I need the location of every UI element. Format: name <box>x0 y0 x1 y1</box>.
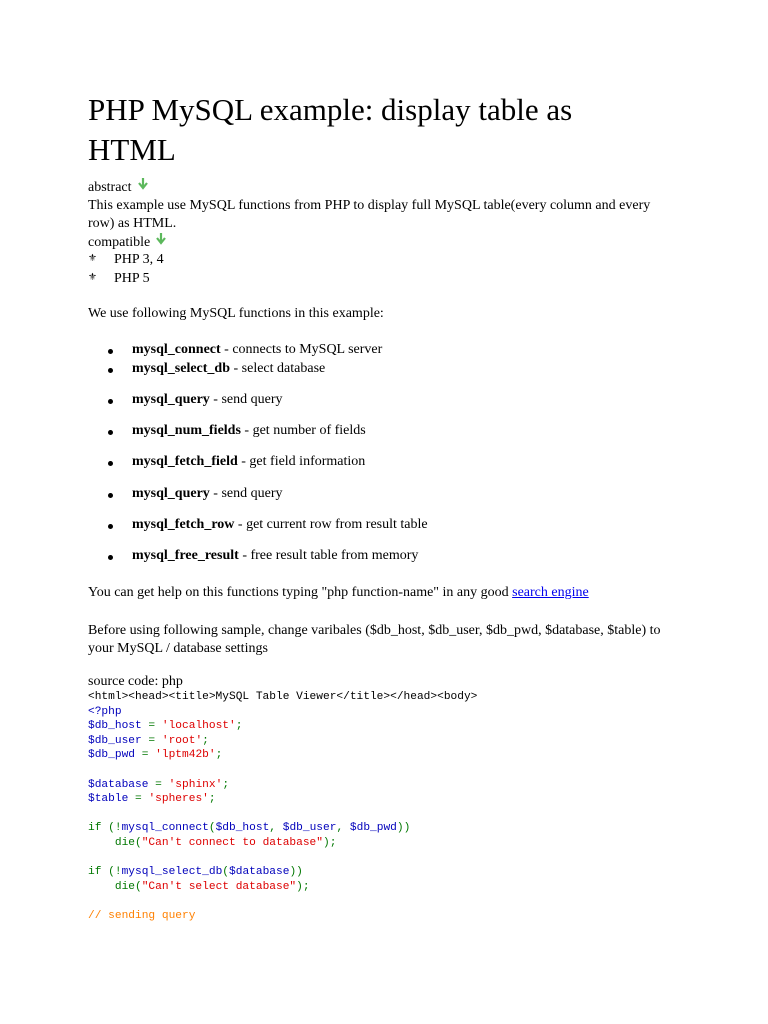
expand-arrow-icon[interactable] <box>138 178 148 196</box>
function-desc: - send query <box>209 486 283 501</box>
code-line: <?php <box>88 705 122 718</box>
expand-arrow-icon[interactable] <box>156 233 166 251</box>
abstract-label: abstract <box>88 180 132 195</box>
compatible-item: ⚜ PHP 3, 4 <box>88 252 164 267</box>
code-line: $database = 'sphinx'; <box>88 778 230 791</box>
bullet-icon <box>108 555 113 560</box>
function-desc: - free result table from memory <box>238 548 419 563</box>
code-line: $db_pwd = 'lptm42b'; <box>88 749 223 762</box>
compatible-label: compatible <box>88 235 151 250</box>
code-block <box>88 690 477 924</box>
code-line: $table = 'spheres'; <box>88 793 216 806</box>
function-desc: - get current row from result table <box>234 517 428 532</box>
page-title: PHP MySQL example: display table as HTML <box>88 92 573 167</box>
function-name: mysql_connect <box>132 342 221 357</box>
bullet-icon <box>108 430 113 435</box>
function-desc: - get field information <box>237 454 366 469</box>
function-desc: - get number of fields <box>240 423 366 438</box>
abstract-text: This example use MySQL functions from PHP to display full MySQL table(every column and every row) as HTML. <box>88 198 651 231</box>
code-line: die("Can't select database"); <box>88 880 310 893</box>
function-desc: - connects to MySQL server <box>220 342 383 357</box>
bullet-icon <box>108 349 113 354</box>
function-desc: - select database <box>230 361 326 376</box>
function-name: mysql_fetch_field <box>132 454 238 469</box>
before-text: Before using following sample, change varibales ($db_host, $db_user, $db_pwd, $database, $table) to your MySQL / database settings <box>88 623 661 656</box>
function-name: mysql_select_db <box>132 361 230 376</box>
code-comment: // sending query <box>88 909 196 922</box>
code-line: <html><head><title>MySQL Table Viewer</title></head><body> <box>88 691 478 703</box>
bullet-icon <box>108 524 113 529</box>
function-desc: - send query <box>209 392 283 407</box>
bullet-icon: ⚜ <box>88 253 97 264</box>
code-line: $db_user = 'root'; <box>88 734 209 747</box>
code-line: $db_host = 'localhost'; <box>88 720 243 733</box>
code-line: if (!mysql_connect($db_host, $db_user, $db_pwd)) <box>88 822 411 835</box>
source-label: source code: php <box>88 674 183 689</box>
function-name: mysql_free_result <box>132 548 239 563</box>
bullet-icon: ⚜ <box>88 272 97 283</box>
bullet-icon <box>108 461 113 466</box>
code-line: if (!mysql_select_db($database)) <box>88 866 303 879</box>
function-name: mysql_query <box>132 392 210 407</box>
function-name: mysql_num_fields <box>132 423 241 438</box>
abstract-heading <box>88 178 148 197</box>
help-text: You can get help on this functions typing "php function-name" in any good search engine <box>88 585 589 600</box>
function-name: mysql_query <box>132 486 210 501</box>
intro-text: We use following MySQL functions in this example: <box>88 306 384 321</box>
bullet-icon <box>108 493 113 498</box>
code-line: die("Can't connect to database"); <box>88 836 337 849</box>
compatible-item: ⚜ PHP 5 <box>88 271 150 286</box>
search-engine-link[interactable]: search engine <box>512 585 589 600</box>
bullet-icon <box>108 399 113 404</box>
function-name: mysql_fetch_row <box>132 517 235 532</box>
bullet-icon <box>108 368 113 373</box>
